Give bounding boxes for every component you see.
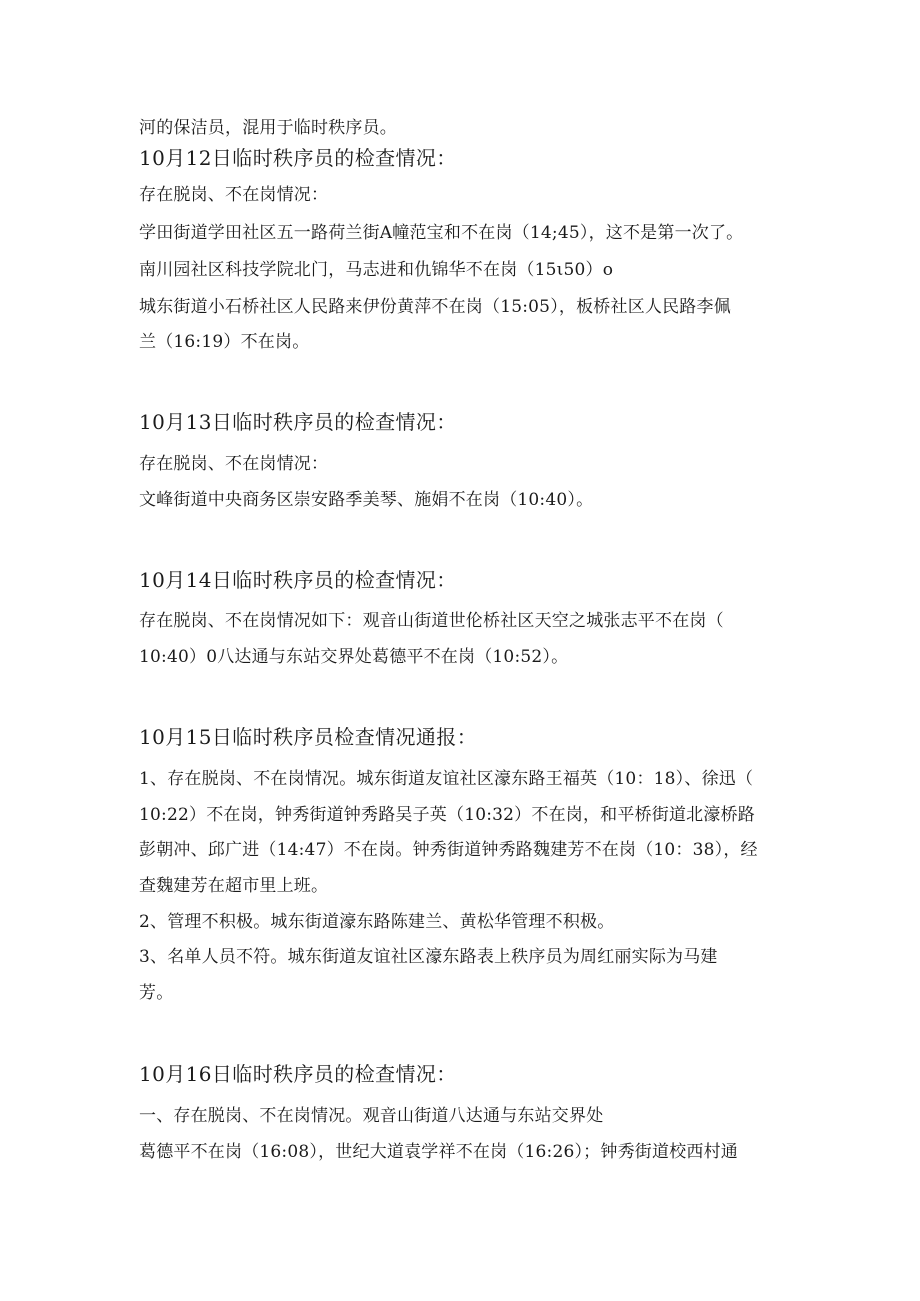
text-line: 葛德平不在岗（16:08），世纪大道袁学祥不在岗（16:26）；钟秀街道校西村通 <box>139 1142 738 1162</box>
section-heading-oct15: 10月15日临时秩序员检查情况通报： <box>139 725 478 749</box>
text-line: 10:40）0八达通与东站交界处葛德平不在岗（10:52）。 <box>139 647 569 667</box>
text-line: 存在脱岗、不在岗情况： <box>139 454 329 474</box>
section-heading-oct14: 10月14日临时秩序员的检查情况： <box>139 568 457 592</box>
text-line: 彭朝冲、邱广进（14:47）不在岗。钟秀街道钟秀路魏建芳不在岗（10：38），经 <box>139 840 758 860</box>
text-line: 城东街道小石桥社区人民路来伊份黄萍不在岗（15:05），板桥社区人民路李佩 <box>139 297 731 317</box>
text-line: 学田街道学田社区五一路荷兰街A幢范宝和不在岗（14;45），这不是第一次了。 <box>139 223 744 243</box>
text-line: 存在脱岗、不在岗情况： <box>139 185 329 205</box>
text-line: 10:22）不在岗，钟秀街道钟秀路吴子英（10:32）不在岗，和平桥街道北濠桥路 <box>139 805 755 825</box>
text-line: 南川园社区科技学院北门，马志进和仇锦华不在岗（15ι50）o <box>139 260 614 280</box>
text-line: 芳。 <box>139 983 174 1003</box>
section-heading-oct12: 10月12日临时秩序员的检查情况： <box>139 146 457 170</box>
text-line: 兰（16:19）不在岗。 <box>139 332 310 352</box>
text-line: 文峰街道中央商务区崇安路季美琴、施娟不在岗（10:40）。 <box>139 490 594 510</box>
text-line: 1、存在脱岗、不在岗情况。城东街道友谊社区濠东路王福英（10：18）、徐迅（ <box>139 769 754 789</box>
text-line: 河的保洁员，混用于临时秩序员。 <box>139 118 397 138</box>
section-heading-oct16: 10月16日临时秩序员的检查情况： <box>139 1062 457 1086</box>
text-line: 3、名单人员不符。城东街道友谊社区濠东路表上秩序员为周红丽实际为马建 <box>139 947 718 967</box>
text-line: 一、存在脱岗、不在岗情况。观音山街道八达通与东站交界处 <box>139 1106 604 1126</box>
text-line: 存在脱岗、不在岗情况如下：观音山街道世伦桥社区天空之城张志平不在岗（ <box>139 611 724 631</box>
section-heading-oct13: 10月13日临时秩序员的检查情况： <box>139 410 457 434</box>
text-line: 查魏建芳在超市里上班。 <box>139 876 329 896</box>
text-line: 2、管理不积极。城东街道濠东路陈建兰、黄松华管理不积极。 <box>139 912 615 932</box>
